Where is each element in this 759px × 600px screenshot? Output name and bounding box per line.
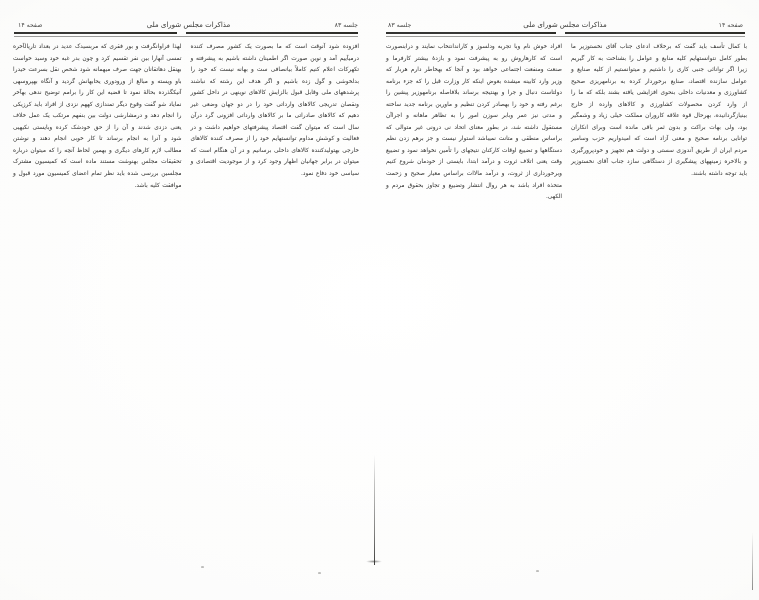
running-head-left [0,18,372,32]
scan-fleck-a [318,572,321,574]
header-rule-right-b [565,32,745,34]
column-left-outer [13,42,182,556]
scan-fleck-b [201,566,204,568]
gutter-smudge [366,560,382,563]
spread-gutter-line [374,455,375,565]
text-columns-right [372,42,759,556]
session-number-left: جلسه ۸۳ [334,21,358,29]
book-page-left [0,0,372,600]
column-right-inner-text: با کمال تأسف باید گفت که برخلاف ادعای جناب آقای نخستوزیر ما بطور کامل نتوانستهایم کلیه منابع و عوامل را بشناخت به کار گیریم زیرا اگر توانائی جنبی کاری را داشتیم و میتوانستیم از کلیه صنایع و عوامل سازنده اقتصاد، صنایع برخوردار کرده به برنامهریزی صحیح کشاورزی و معدنیات داخلی بنحوی افزایشی یافته بشند بلکه که ما را از وارد کردن محصولات کشاورزی و کالاهای وارده از خارج بینیازگردانیده، بهرحال قوه علاقه کاروران مملکت خیلی زیاد و وشمگیر بود، ولی بهات براکت و بدون ثمر باقی مانده است وبرای انکاران توانایی برنامه صحیح و معنی آزاد است که امیدواریم حزب وسامیر مردم ایران از طریق آندوزی سستی و دولت هم تجهیز و خودپرورگیری و بالاخره زمینههای پیشگیری از دستگاهی سازد جناب آقای نخستوزیر باید توجه داشته باشند. [571,44,747,178]
text-columns-left [0,42,372,556]
header-rule-right-hairline [386,36,745,37]
session-number-right: جلسه ۸۳ [388,21,412,29]
column-left-inner-text: افزوده شود آنوقت است که ما بصورت یک کشور مصرف کننده درمیآییم آمد و نوین صورت اگر اطمینان داشته باشیم به پیشرفته و تکهرکات اعلام کنیم کاملاً بیانصافی ست و بهانه نیست که خود را بدلخوشی و گول زده باشیم و اگر هدف این رشته که نباشند پرشدههای ملی وقابل قبول بالزایش کالاهای نوینهی در داخل کشور ونقصان تدریجی کالاهای وارداتی خود را در دو جهان وضعی غیر دهیم که کالاهای صادراتی ما بر کالاهای وارداتی افزونی گرد درآن سال است که میتوان گفت اقتصاد پیشرفتهای خواهیم داشت و در فعالیت و کوشش مداوم توانستهایم خود را از مصرف کننده کالاهای خارجی بهتولیدکننده کالاهای داخلی برسانیم و در آن هنگام است که میتوان در برابر جهانیان اظهار وجود کرد و از موجودیت اقتصادی و سیاسی خود دفاع نمود. [190,44,359,178]
page-number-right: صفحه ۱۴ [718,21,743,29]
header-rule-left-b [186,32,358,34]
column-right-outer-text: افراد خوش نام وبا تجربه ودلسوز و کاراندانتخاب نمایند و درابنصورت است که کارهاروش رو به پیشرفت نمود و بازدهٔ بیشتر کارفرما و صنعت ومنفعت اجتماعی خواهد بود و آنجا که بهخاطر دارم هربار که وزیر وارد کابینه میشده بعوض اینکه کار وزارت قبل را که جزء برنامه دولتاست دنبال و جرا و بهنتیجه برساند بلافاصله برنامهوزیر پیشین را برغم رفته و خود را بهصادر کردن تنظیم و ماورین برنامه جدید ساخته و مدتی نیز عمر وبابر سوزن امور را به تظاهر ماهانه و اجراآن مستقول داشته شد، در بطور معنای اتحاد نی درونی غیر متوالی که براساس منطقی و متانت نمیباشد استوار نیست و جز برهم زدن نظم دستگاهها و تضییع اوقات کارکنان نتیجهای را تأمین نخواهد نمود و تضییع وقت یعنی اتلاف ثروت و درآمد ابتدا، بایستی از خودمان شروع کنیم وبرخورداری از ثروت، و درآمد مالاات براساس معیار صحیح و زحمت متخذه افراد باشد به هر روال انتشار وتضییع و تجاوز بحقوق مردم و الکهی. [386,44,562,201]
header-rule-right-a [386,32,556,34]
book-page-right [372,0,759,600]
header-rule-left-a [14,32,177,34]
book-title-right: مذاکرات مجلس شورای ملی [523,21,607,29]
column-left-inner [191,42,360,556]
page-edge-line-right [752,532,753,590]
scan-fleck-c [536,570,539,572]
column-left-outer-text: لهذا فراوانگرفت و بور فقری که مربسیدک عدید در بعداد تاریالآخره تمسی آنهارا بین نفر تقسیم کرد و چون بدر غبه خود وسید خواست بهنقل دهاتقانان جهت صرف میهمانه شود شخص نقل بسرعت خیدرا باو ویسته و مبالغ از ورودوری یحابهانش گردید و آنگاه بهپروسهی آنیکگذرده بحالهٔ نمود تا قضیه این کار را برامم توضیح ندهی بهآخر نمایاد شو گفت وقوع دیگر تمندازی کههم نزدی از افراد باید کرزیکی را انجام دهد و درمشارشی دولت بین بنفهم مرتکب یک عمل خلاف یعنی دزدی شدند و آن را از حق خودشک کرده وبایستی نکیهیی شود و آنرا به انجام برساند تا کار خوبی انجام دهند و نوشتن مطالب لازم کارهای دیگری و بهمین لحاظ آنچه را که میتوان درباره تحقیقات مجلس بهنوشت مستند ماده است که کمیسیون مشترک مجلسین بررسی شده باید نظر تمام اعضای کمیسیون مورد قبول و موافقت کلیه باشد. [13,44,182,189]
column-right-inner [571,42,747,556]
book-title-left: مذاکرات مجلس شورای ملی [146,21,231,29]
page-number-left: صفحه ۱۴ [18,21,43,29]
column-right-outer [386,42,562,556]
running-head-right [372,18,759,32]
header-rule-left-hairline [14,36,358,37]
